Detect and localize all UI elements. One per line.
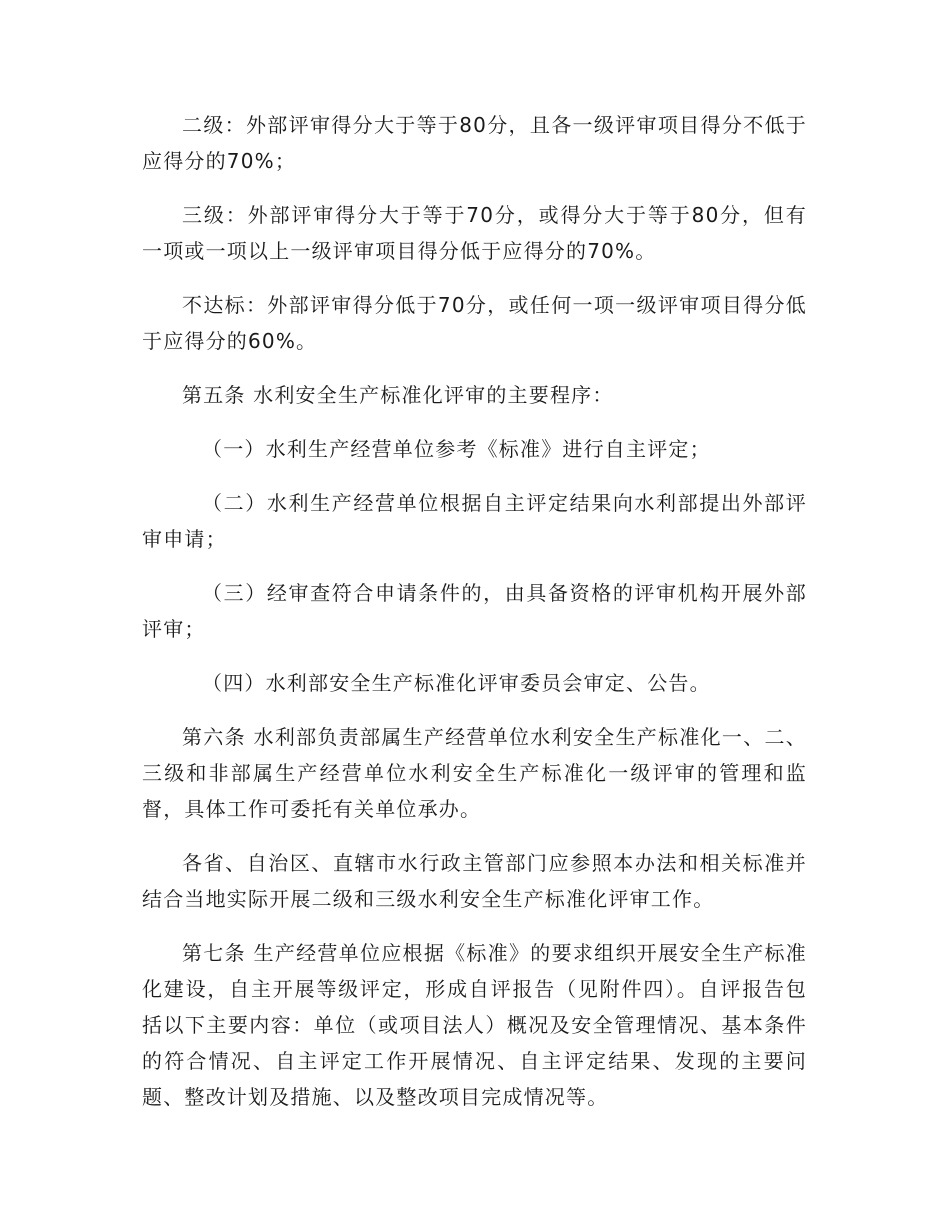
article-six-provinces: 各省、自治区、直辖市水行政主管部门应参照本办法和相关标准并结合当地实际开展二级和三级水利安全生产标准化评审工作。 — [142, 851, 807, 911]
article-five-heading: 第五条 水利安全生产标准化评审的主要程序： — [182, 383, 614, 407]
article-seven: 第七条 生产经营单位应根据《标准》的要求组织开展安全生产标准化建设，自主开展等级评定，形成自评报告（见附件四）。自评报告包括以下主要内容：单位（或项目法人）概况及安全管理情况、基本条件的符合情况、自主评定工作开展情况、自主评定结果、发现的主要问题、整改计划及措施、以及整改项目完成情况等。 — [142, 941, 807, 1109]
paragraph-level-two: 二级：外部评审得分大于等于80分，且各一级评审项目得分不低于应得分的70%； — [142, 113, 807, 173]
paragraph-not-qualified: 不达标：外部评审得分低于70分，或任何一项一级评审项目得分低于应得分的60%。 — [142, 293, 807, 353]
procedure-item-1: （一）水利生产经营单位参考《标准》进行自主评定； — [202, 437, 711, 461]
procedure-item-4: （四）水利部安全生产标准化评审委员会审定、公告。 — [202, 671, 711, 695]
article-six: 第六条 水利部负责部属生产经营单位水利安全生产标准化一、二、三级和非部属生产经营单位水利安全生产标准化一级评审的管理和监督，具体工作可委托有关单位承办。 — [142, 725, 807, 821]
procedure-item-2: （二）水利生产经营单位根据自主评定结果向水利部提出外部评审申请； — [142, 491, 807, 551]
document-body — [142, 107, 807, 1133]
procedure-item-3: （三）经审查符合申请条件的，由具备资格的评审机构开展外部评审； — [142, 581, 807, 641]
paragraph-level-three: 三级：外部评审得分大于等于70分，或得分大于等于80分，但有一项或一项以上一级评审项目得分低于应得分的70%。 — [142, 203, 807, 263]
